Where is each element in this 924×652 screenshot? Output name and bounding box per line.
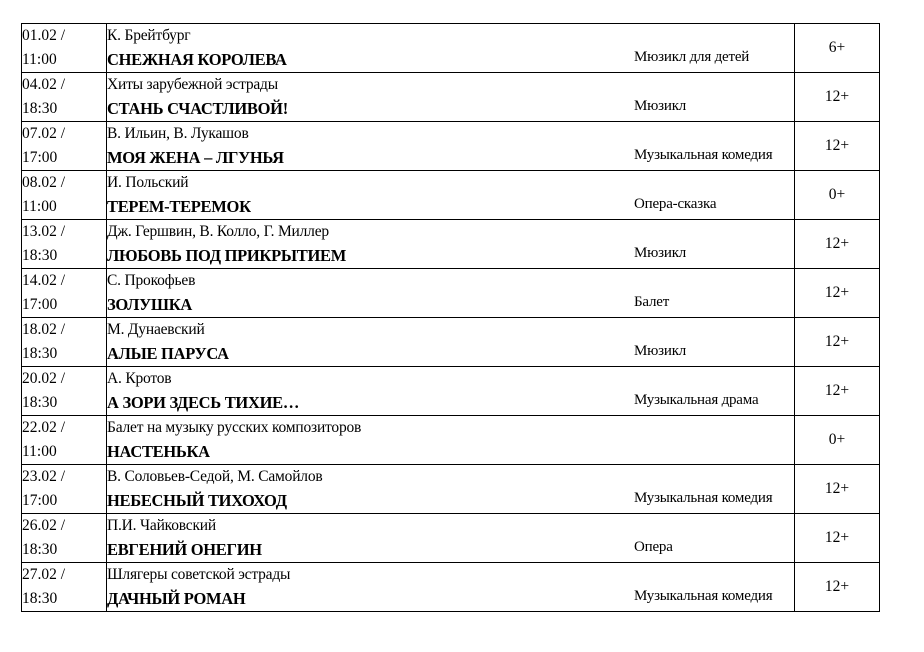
performance-genre: Музыкальная комедия <box>634 490 773 506</box>
performance-date: 14.02 / <box>22 272 66 289</box>
performance-info-cell <box>107 367 795 416</box>
performance-info-cell <box>107 171 795 220</box>
table-row <box>22 563 880 612</box>
age-rating-cell: 12+ <box>795 220 880 269</box>
table-row <box>22 514 880 563</box>
performance-date: 26.02 / <box>22 517 66 534</box>
performance-date: 22.02 / <box>22 419 66 436</box>
performance-time: 18:30 <box>22 541 58 558</box>
performance-info-cell <box>107 514 795 563</box>
table-row <box>22 122 880 171</box>
performance-title: ТЕРЕМ-ТЕРЕМОК <box>107 197 251 216</box>
performance-time: 18:30 <box>22 247 58 264</box>
performance-datetime-cell <box>22 171 107 220</box>
performance-time: 18:30 <box>22 345 58 362</box>
age-rating-cell: 12+ <box>795 318 880 367</box>
performance-time: 11:00 <box>22 51 57 68</box>
performance-date: 01.02 / <box>22 27 66 44</box>
performance-time: 18:30 <box>22 590 58 607</box>
performance-author: В. Ильин, В. Лукашов <box>107 125 249 142</box>
performance-datetime-cell <box>22 122 107 171</box>
performance-date: 18.02 / <box>22 321 66 338</box>
schedule-table-body <box>22 24 880 612</box>
age-rating-cell: 12+ <box>795 367 880 416</box>
performance-date: 27.02 / <box>22 566 66 583</box>
age-rating-cell: 12+ <box>795 563 880 612</box>
performance-author: Дж. Гершвин, В. Колло, Г. Миллер <box>107 223 329 240</box>
performance-info-cell <box>107 318 795 367</box>
performance-schedule-table <box>21 23 880 612</box>
performance-info-cell <box>107 416 795 465</box>
performance-info-cell <box>107 563 795 612</box>
table-row <box>22 465 880 514</box>
performance-datetime-cell <box>22 73 107 122</box>
age-rating-cell: 12+ <box>795 269 880 318</box>
age-rating-cell: 12+ <box>795 122 880 171</box>
performance-title: ЕВГЕНИЙ ОНЕГИН <box>107 540 262 559</box>
table-row <box>22 367 880 416</box>
performance-title: НАСТЕНЬКА <box>107 442 210 461</box>
table-row <box>22 220 880 269</box>
performance-genre: Опера <box>634 539 673 555</box>
performance-genre: Мюзикл <box>634 245 687 261</box>
performance-info-cell <box>107 465 795 514</box>
performance-datetime-cell <box>22 24 107 73</box>
performance-datetime-cell <box>22 514 107 563</box>
table-row <box>22 24 880 73</box>
age-rating-cell: 12+ <box>795 514 880 563</box>
performance-datetime-cell <box>22 220 107 269</box>
performance-author: Балет на музыку русских композиторов <box>107 419 362 436</box>
performance-author: В. Соловьев-Седой, М. Самойлов <box>107 468 323 485</box>
performance-datetime-cell <box>22 318 107 367</box>
performance-title: ДАЧНЫЙ РОМАН <box>107 589 246 608</box>
performance-time: 17:00 <box>22 149 58 166</box>
performance-info-cell <box>107 73 795 122</box>
performance-info-cell <box>107 24 795 73</box>
performance-author: И. Польский <box>107 174 189 191</box>
performance-author: М. Дунаевский <box>107 321 205 338</box>
table-row <box>22 318 880 367</box>
performance-datetime-cell <box>22 269 107 318</box>
performance-datetime-cell <box>22 465 107 514</box>
performance-title: ЛЮБОВЬ ПОД ПРИКРЫТИЕМ <box>107 246 346 265</box>
age-rating-cell: 0+ <box>795 171 880 220</box>
performance-time: 11:00 <box>22 443 57 460</box>
schedule-container <box>21 23 879 612</box>
performance-info-cell <box>107 220 795 269</box>
performance-datetime-cell <box>22 416 107 465</box>
performance-genre: Музыкальная комедия <box>634 147 773 163</box>
performance-date: 04.02 / <box>22 76 66 93</box>
performance-author: К. Брейтбург <box>107 27 191 44</box>
performance-date: 08.02 / <box>22 174 66 191</box>
performance-date: 07.02 / <box>22 125 66 142</box>
age-rating-cell: 6+ <box>795 24 880 73</box>
performance-author: Шлягеры советской эстрады <box>107 566 291 583</box>
performance-info-cell <box>107 122 795 171</box>
performance-title: СНЕЖНАЯ КОРОЛЕВА <box>107 50 287 69</box>
performance-title: НЕБЕСНЫЙ ТИХОХОД <box>107 491 287 510</box>
performance-time: 17:00 <box>22 296 58 313</box>
performance-time: 17:00 <box>22 492 58 509</box>
age-rating-cell: 12+ <box>795 465 880 514</box>
table-row <box>22 73 880 122</box>
performance-author: А. Кротов <box>107 370 172 387</box>
performance-author: П.И. Чайковский <box>107 517 216 534</box>
performance-title: МОЯ ЖЕНА – ЛГУНЬЯ <box>107 148 284 167</box>
performance-genre: Музыкальная драма <box>634 392 759 408</box>
performance-date: 13.02 / <box>22 223 66 240</box>
performance-datetime-cell <box>22 563 107 612</box>
performance-title: А ЗОРИ ЗДЕСЬ ТИХИЕ… <box>107 393 300 412</box>
performance-title: СТАНЬ СЧАСТЛИВОЙ! <box>107 99 288 118</box>
table-row <box>22 171 880 220</box>
age-rating-cell: 0+ <box>795 416 880 465</box>
performance-genre: Балет <box>634 294 670 310</box>
performance-datetime-cell <box>22 367 107 416</box>
performance-genre: Мюзикл <box>634 343 687 359</box>
performance-genre: Опера-сказка <box>634 196 717 212</box>
performance-time: 18:30 <box>22 100 58 117</box>
performance-genre: Мюзикл <box>634 98 687 114</box>
performance-date: 20.02 / <box>22 370 66 387</box>
age-rating-cell: 12+ <box>795 73 880 122</box>
performance-author: С. Прокофьев <box>107 272 196 289</box>
performance-time: 18:30 <box>22 394 58 411</box>
performance-genre: Музыкальная комедия <box>634 588 773 604</box>
performance-date: 23.02 / <box>22 468 66 485</box>
performance-info-cell <box>107 269 795 318</box>
performance-time: 11:00 <box>22 198 57 215</box>
table-row <box>22 416 880 465</box>
performance-genre: Мюзикл для детей <box>634 49 750 65</box>
performance-author: Хиты зарубежной эстрады <box>107 76 278 93</box>
performance-title: ЗОЛУШКА <box>107 295 193 314</box>
table-row <box>22 269 880 318</box>
performance-title: АЛЫЕ ПАРУСА <box>107 344 229 363</box>
